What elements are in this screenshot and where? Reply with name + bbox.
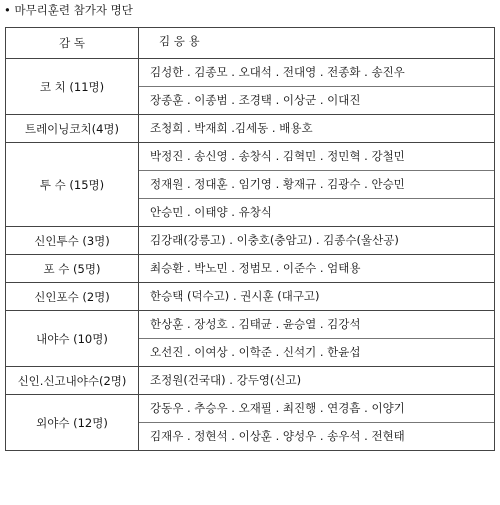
name-line: 김성한 . 김종모 . 오대석 . 전대영 . 전종화 . 송진우 — [150, 65, 405, 79]
name-line: 박정진 . 송신영 . 송창식 . 김혁민 . 정민혁 . 강철민 — [150, 149, 405, 163]
row-label: 투 수 (15명) — [6, 143, 139, 227]
row-names — [139, 115, 495, 143]
table-row — [6, 115, 495, 143]
row-names — [139, 283, 495, 311]
table-header-row — [6, 28, 495, 59]
row-label: 외야수 (12명) — [6, 395, 139, 451]
name-line: 강동우 . 추승우 . 오재필 . 최진행 . 연경흠 . 이양기 — [150, 401, 405, 415]
row-names — [139, 255, 495, 283]
name-line: 김재우 . 정현석 . 이상훈 . 양성우 . 송우석 . 전현태 — [139, 422, 494, 450]
row-label: 포 수 (5명) — [6, 255, 139, 283]
table-row — [6, 143, 495, 227]
table-row — [6, 255, 495, 283]
row-names — [139, 367, 495, 395]
table-row — [6, 283, 495, 311]
row-label: 신인투수 (3명) — [6, 227, 139, 255]
name-line: 최승환 . 박노민 . 정범모 . 이준수 . 엄태용 — [150, 261, 361, 275]
name-line: 오선진 . 이여상 . 이학준 . 신석기 . 한윤섭 — [139, 338, 494, 366]
page-title: • 마무리훈련 참가자 명단 — [4, 3, 133, 17]
row-names — [139, 311, 495, 367]
row-names — [139, 59, 495, 115]
table-row — [6, 395, 495, 451]
name-line: 조정원(건국대) . 강두영(신고) — [150, 373, 302, 387]
row-label: 신인.신고내야수(2명) — [6, 367, 139, 395]
name-line: 한상훈 . 장성호 . 김태균 . 윤승열 . 김강석 — [150, 317, 361, 331]
row-label: 신인포수 (2명) — [6, 283, 139, 311]
roster-table — [5, 27, 495, 451]
name-line: 안승민 . 이태양 . 유창식 — [139, 198, 494, 226]
row-label: 트레이닝코치(4명) — [6, 115, 139, 143]
row-label: 코 치 (11명) — [6, 59, 139, 115]
row-label: 내야수 (10명) — [6, 311, 139, 367]
row-names — [139, 227, 495, 255]
name-line: 한승택 (덕수고) . 권시훈 (대구고) — [150, 289, 320, 303]
name-line: 조청희 . 박재희 .김세동 . 배용호 — [150, 121, 313, 135]
table-row — [6, 227, 495, 255]
row-names — [139, 143, 495, 227]
table-row — [6, 311, 495, 367]
name-line: 김강래(강릉고) . 이충호(충암고) . 김종수(울산공) — [150, 233, 399, 247]
header-manager-name: 김 응 용 — [139, 28, 495, 59]
name-line: 장종훈 . 이종범 . 조경택 . 이상군 . 이대진 — [139, 86, 494, 114]
row-names — [139, 395, 495, 451]
table-row — [6, 367, 495, 395]
header-manager-label: 감 독 — [6, 28, 139, 59]
name-line: 정재원 . 정대훈 . 임기영 . 황재규 . 김광수 . 안승민 — [139, 170, 494, 198]
table-row — [6, 59, 495, 115]
